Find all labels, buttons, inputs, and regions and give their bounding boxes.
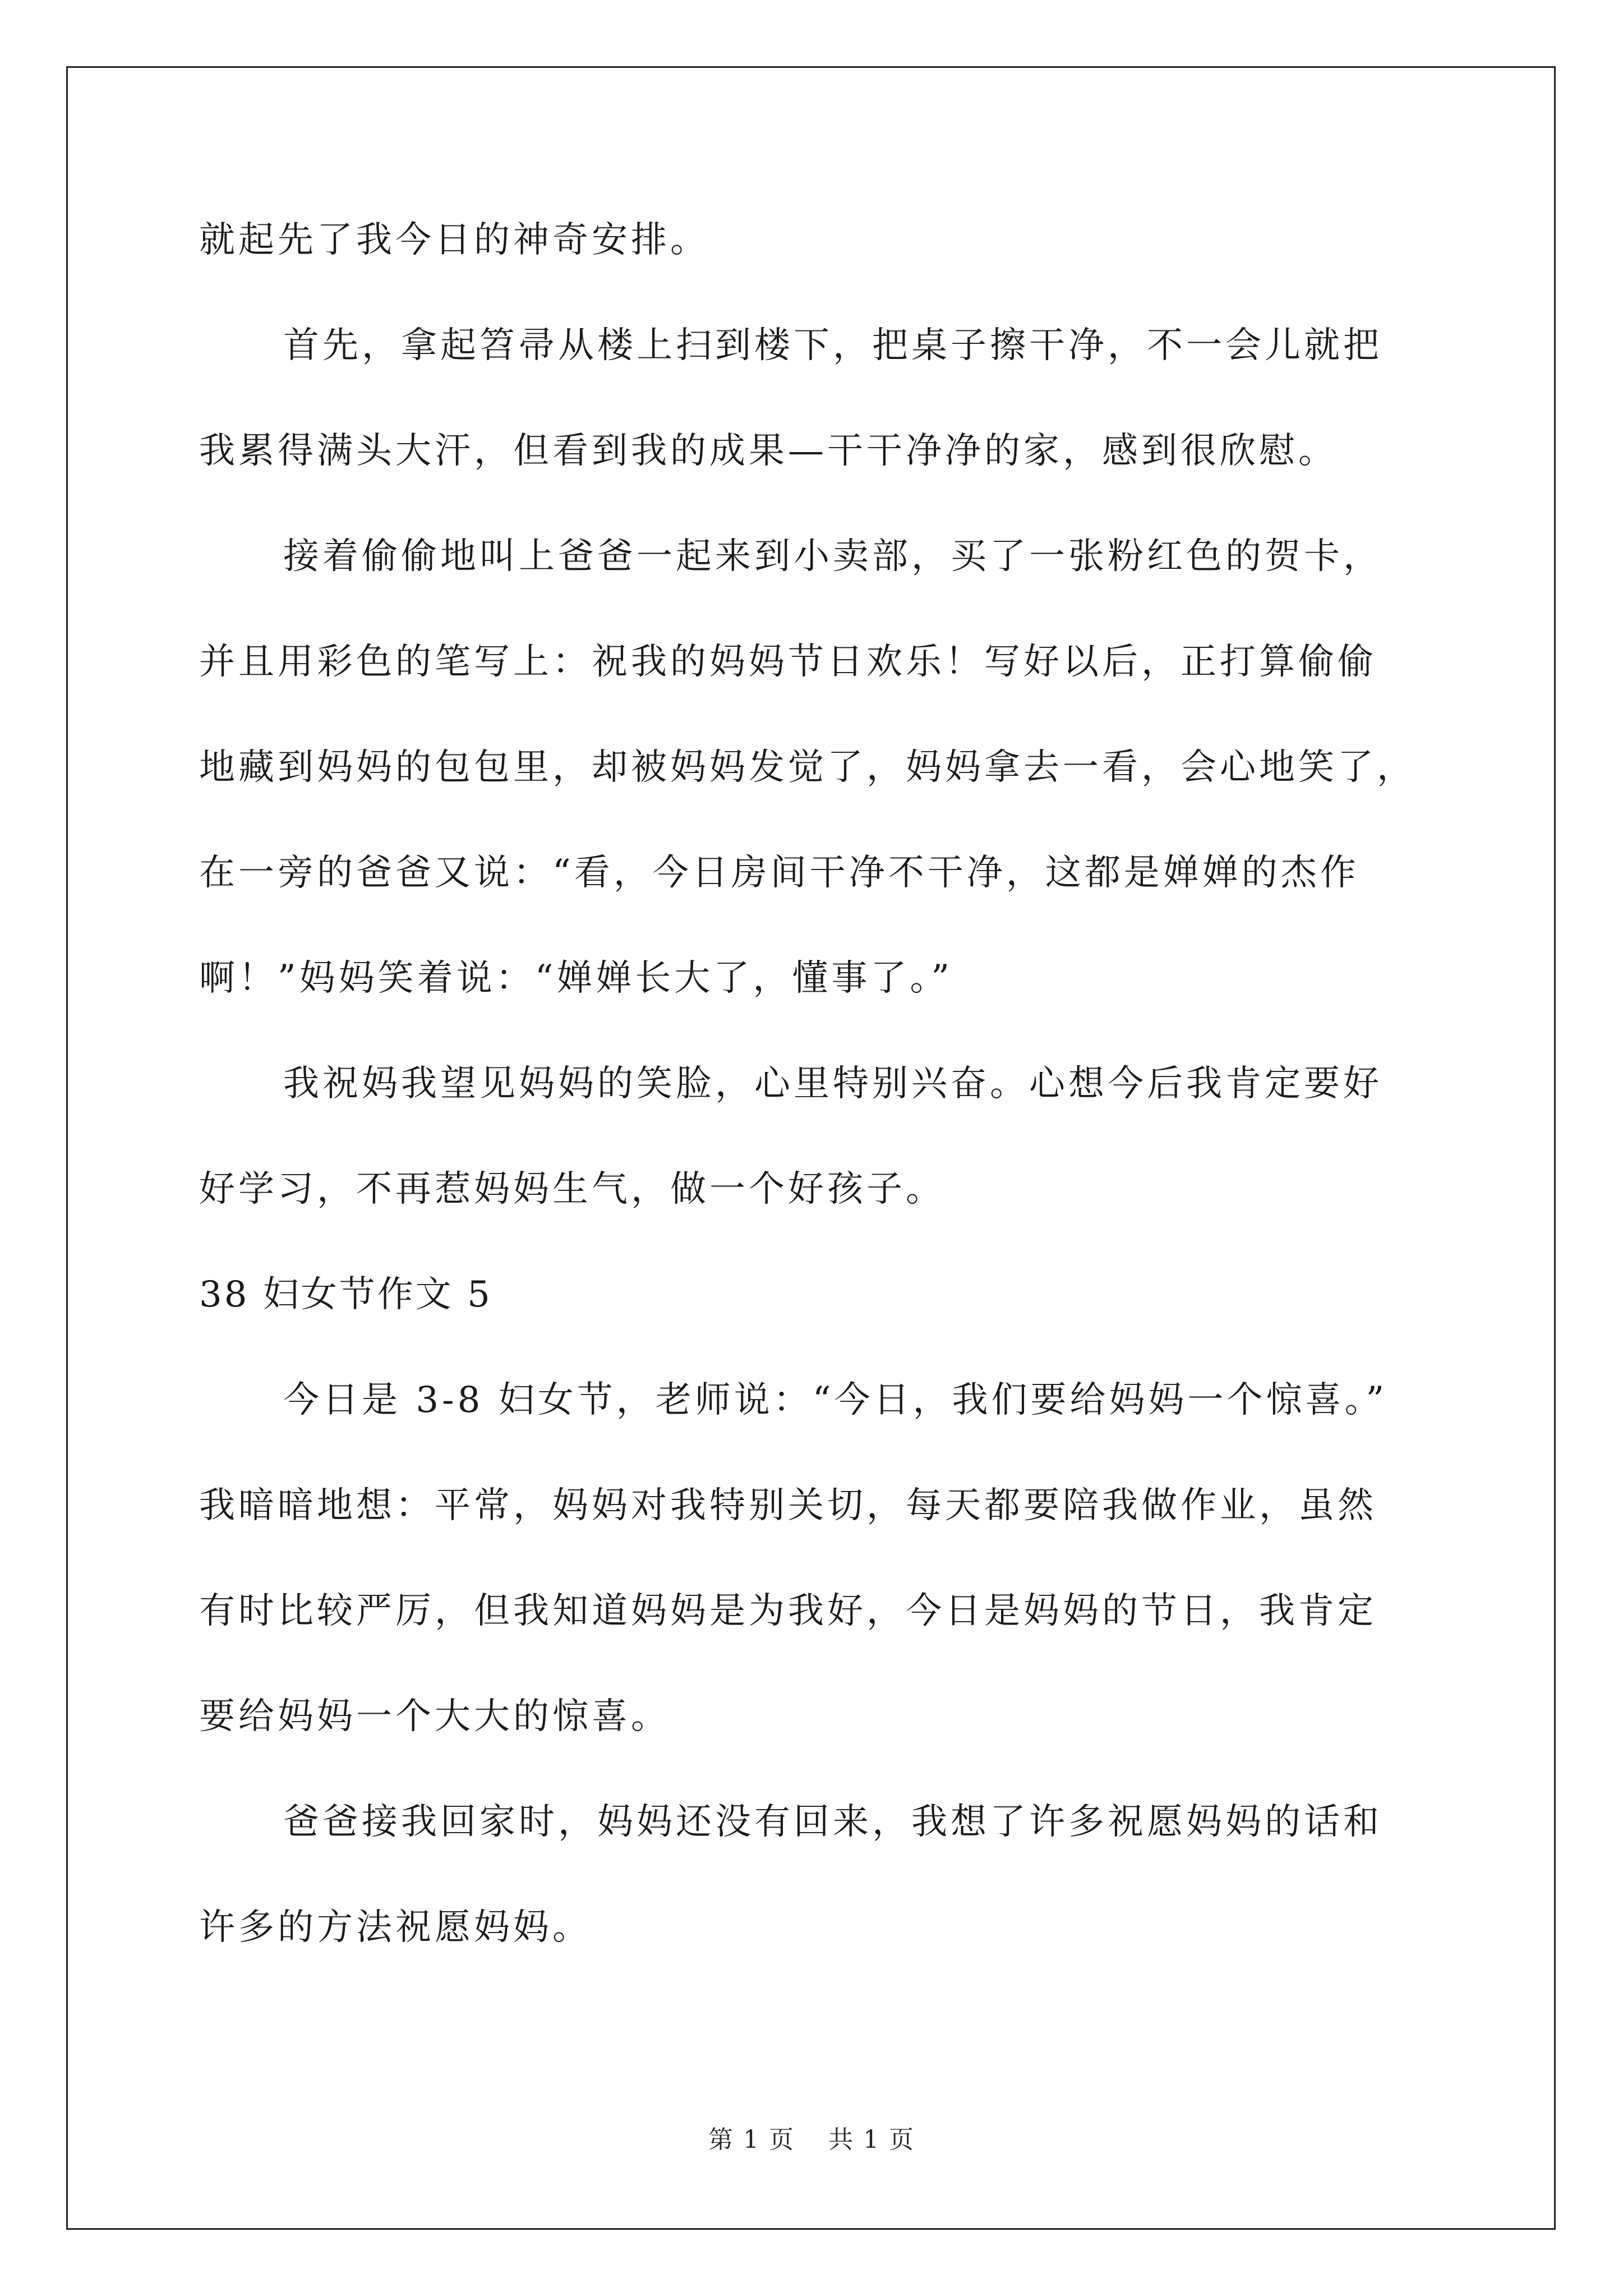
- text-line-14: 有时比较严厉，但我知道妈妈是为我好，今日是妈妈的节日，我肯定: [199, 1590, 1377, 1632]
- text-line-9: 我祝妈我望见妈妈的笑脸，心里特别兴奋。心想今后我肯定要好: [283, 1063, 1382, 1105]
- text-line-2: 首先，拿起笤帚从楼上扫到楼下，把桌子擦干净，不一会儿就把: [283, 325, 1382, 366]
- text-line-10: 好学习，不再惹妈妈生气，做一个好孩子。: [199, 1168, 945, 1210]
- text-line-16: 爸爸接我回家时，妈妈还没有回来，我想了许多祝愿妈妈的话和: [283, 1801, 1382, 1843]
- text-line-15: 要给妈妈一个大大的惊喜。: [199, 1696, 670, 1737]
- text-line-4: 接着偷偷地叫上爸爸一起来到小卖部，买了一张粉红色的贺卡，: [283, 536, 1382, 577]
- text-line-6: 地藏到妈妈的包包里，却被妈妈发觉了，妈妈拿去一看，会心地笑了，: [199, 747, 1416, 788]
- text-line-7: 在一旁的爸爸又说：“看，今日房间干净不干净，这都是婵婵的杰作: [199, 852, 1359, 894]
- text-line-8: 啊！”妈妈笑着说：“婵婵长大了，懂事了。”: [199, 958, 953, 999]
- text-line-3: 我累得满头大汗，但看到我的成果—干干净净的家，感到很欣慰。: [199, 430, 1338, 472]
- document-body: [199, 213, 1433, 2006]
- page-footer: [0, 2123, 1623, 2157]
- page-total-label: 共 1 页: [828, 2125, 915, 2154]
- section-heading: 38 妇女节作文 5: [199, 1274, 492, 1315]
- page-number-label: 第 1 页: [708, 2125, 795, 2154]
- text-line-1: 就起先了我今日的神奇安排。: [199, 219, 709, 261]
- text-line-17: 许多的方法祝愿妈妈。: [199, 1907, 592, 1948]
- text-line-5: 并且用彩色的笔写上：祝我的妈妈节日欢乐！写好以后，正打算偷偷: [199, 641, 1377, 683]
- text-line-13: 我暗暗地想：平常，妈妈对我特别关切，每天都要陪我做作业，虽然: [199, 1485, 1377, 1526]
- text-line-12: 今日是 3-8 妇女节，老师说：“今日，我们要给妈妈一个惊喜。”: [283, 1379, 1388, 1421]
